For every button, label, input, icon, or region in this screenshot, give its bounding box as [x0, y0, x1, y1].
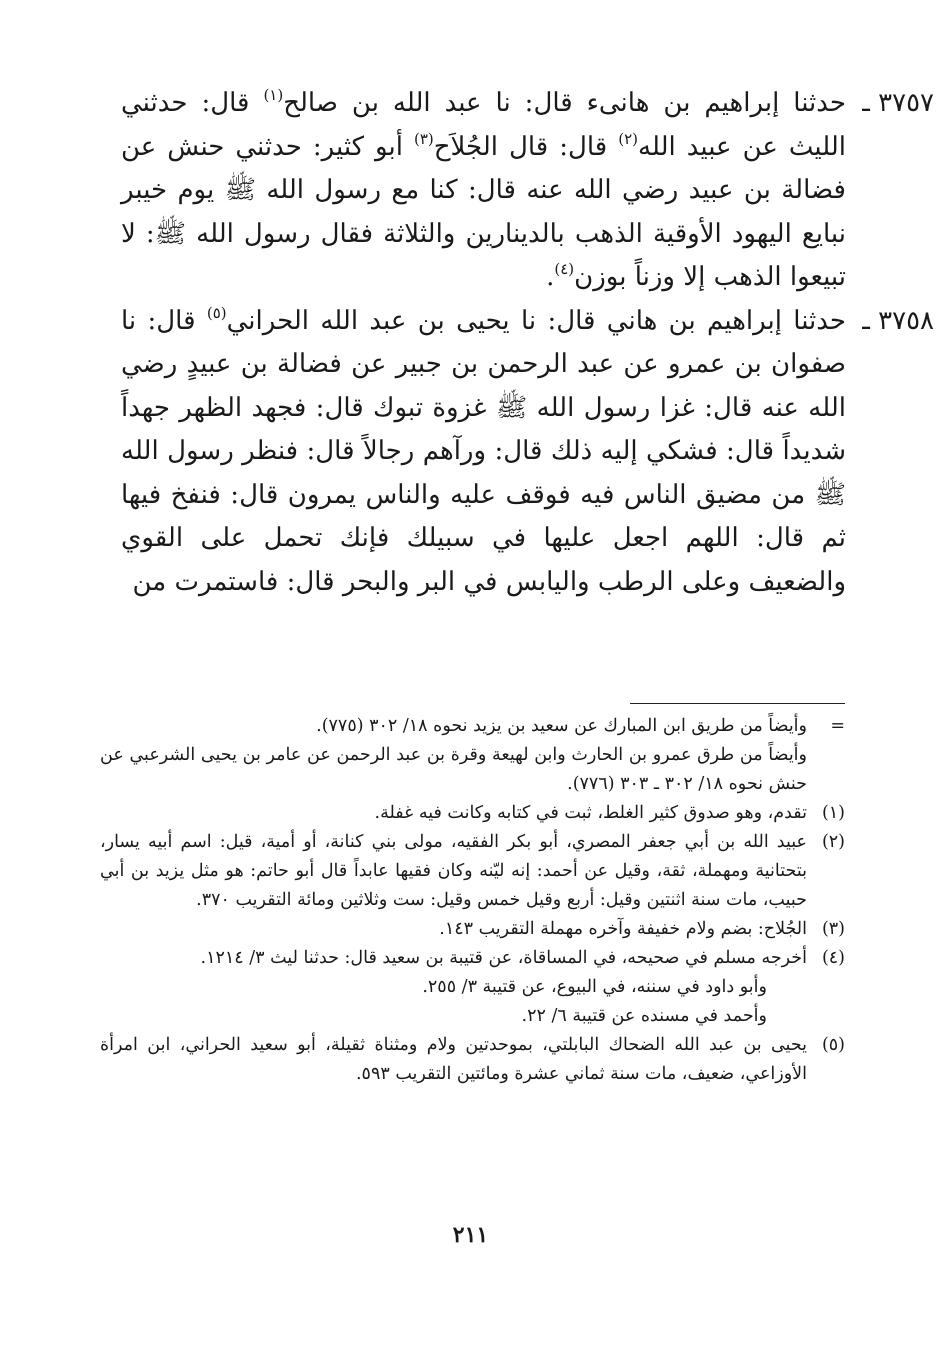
hadith-number: ٣٧٥٨ ـ [862, 305, 934, 336]
footnote-marker: (٤) [554, 260, 575, 278]
footnote-text: وأحمد في مسنده عن قتيبة ٦/ ٢٢. [521, 1006, 767, 1026]
main-text [121, 82, 934, 604]
footnote-marker: (٥) [206, 303, 227, 322]
footnote-text: وأيضاً من طريق ابن المبارك عن سعيد بن يزيد نحوه ١٨/ ٣٠٢ (٧٧٥). [316, 716, 807, 736]
footnote-label: (٥) [821, 1035, 845, 1055]
footnote-text: الجُلاح: بضم ولام خفيفة وآخره مهملة التقريب ١٤٣. [439, 919, 807, 939]
footnote [100, 828, 845, 915]
hadith-number: ٣٧٥٧ ـ [862, 88, 934, 118]
footnote-text: يحيى بن عبد الله الضحاك البابلتي، بموحدتين ولام ومثناة ثقيلة، أبو سعيد الحراني، ابن امرأة الأوزاعي، ضعيف، مات سنة ثماني عشرة ومائتين التقريب ٥٩٣. [100, 1035, 807, 1084]
footnote-marker: (٢) [618, 129, 639, 148]
footnote-label: = [830, 716, 845, 736]
footnote-marker: (١) [263, 86, 284, 104]
footnote-label: (١) [821, 803, 845, 823]
footnote-text: عبيد الله بن أبي جعفر المصري، أبو بكر الفقيه، مولى بني كنانة، أو أمية، قيل: اسم أبيه يسار، بتحتانية ومهملة، ثقة، وقيل عن أحمد: إنه ليّنه وكان فقيها عابداً قال أبو حاتم: هو مثل يزيد بن أبي حبيب، مات سنة اثنتين وقيل: أربع وقيل خمس وقيل: ست وثلاثين ومائة التقريب ٣٧٠. [100, 832, 807, 910]
page-number: ٢١١ [452, 1222, 489, 1248]
footnote-marker: (٣) [413, 129, 434, 148]
hadith-text-segment: . [546, 262, 555, 292]
hadith-entry [121, 300, 934, 605]
hadith-text-segment: قال: نا صفوان بن عمرو عن عبد الرحمن بن جبير عن فضالة بن عبيدٍ رضي الله عنه قال: غزا رسول الله ﷺ غزوة تبوك قال: فجهد الظهر جهداً شديداً قال: فشكي إليه ذلك قال: ورآهم رجالاً قال: فنظر رسول الله ﷺ من مضيق الناس فيه فوقف عليه والناس يمرون قال: فنفخ فيها ثم قال: اللهم اجعل عليها في سبيلك فإنك تحمل على القوي والضعيف وعلى الرطب واليابس في البر والبحر قال: فاستمرت من [121, 305, 846, 597]
hadith-text [121, 300, 846, 605]
hadith-text-segment: حدثنا إبراهيم بن هاني قال: نا يحيى بن عبد الله الحراني [226, 305, 846, 336]
hadith-text [121, 82, 846, 300]
footnote-label: (٢) [821, 832, 845, 852]
hadith-entry [121, 82, 934, 300]
hadith-text-segment: قال: حدثني الليث عن عبيد الله [121, 88, 847, 162]
footnote-label: (٣) [821, 919, 845, 939]
footnote-text: وأبو داود في سننه، في البيوع، عن قتيبة ٣/ ٢٥٥. [422, 977, 767, 997]
footnote [100, 799, 845, 828]
hadith-text-segment: قال: قال الجُلاَح [433, 131, 619, 162]
footnote-label: (٤) [821, 948, 845, 968]
hadith-text-segment: حدثنا إبراهيم بن هانىء قال: نا عبد الله بن صالح [283, 88, 846, 118]
footnote [100, 915, 845, 944]
footnote-text: أخرجه مسلم في صحيحه، في المساقاة، عن قتيبة بن سعيد قال: حدثنا ليث ٣/ ١٢١٤. [200, 948, 807, 968]
footnote-text: تقدم، وهو صدوق كثير الغلط، ثبت في كتابه وكانت فيه غفلة. [374, 803, 807, 823]
footnote [100, 1031, 845, 1089]
footnote [100, 712, 845, 799]
footnote-text: وأيضاً من طرق عمرو بن الحارث وابن لهيعة وقرة بن عبد الرحمن عن عامر بن يحيى الشرعبي عن حنش نحوه ١٨/ ٣٠٢ ـ ٣٠٣ (٧٧٦). [100, 745, 807, 794]
hadith-text-segment: أبو كثير: حدثني حنش عن فضالة بن عبيد رضي الله عنه قال: كنا مع رسول الله ﷺ يوم خيبر نبايع اليهود الأوقية الذهب بالدينارين والثلاثة فقال رسول الله ﷺ: لا تبيعوا الذهب إلا وزناً بوزن [121, 131, 846, 292]
footnote-separator [630, 703, 845, 704]
footnotes [100, 712, 845, 1089]
footnote [100, 944, 845, 1031]
